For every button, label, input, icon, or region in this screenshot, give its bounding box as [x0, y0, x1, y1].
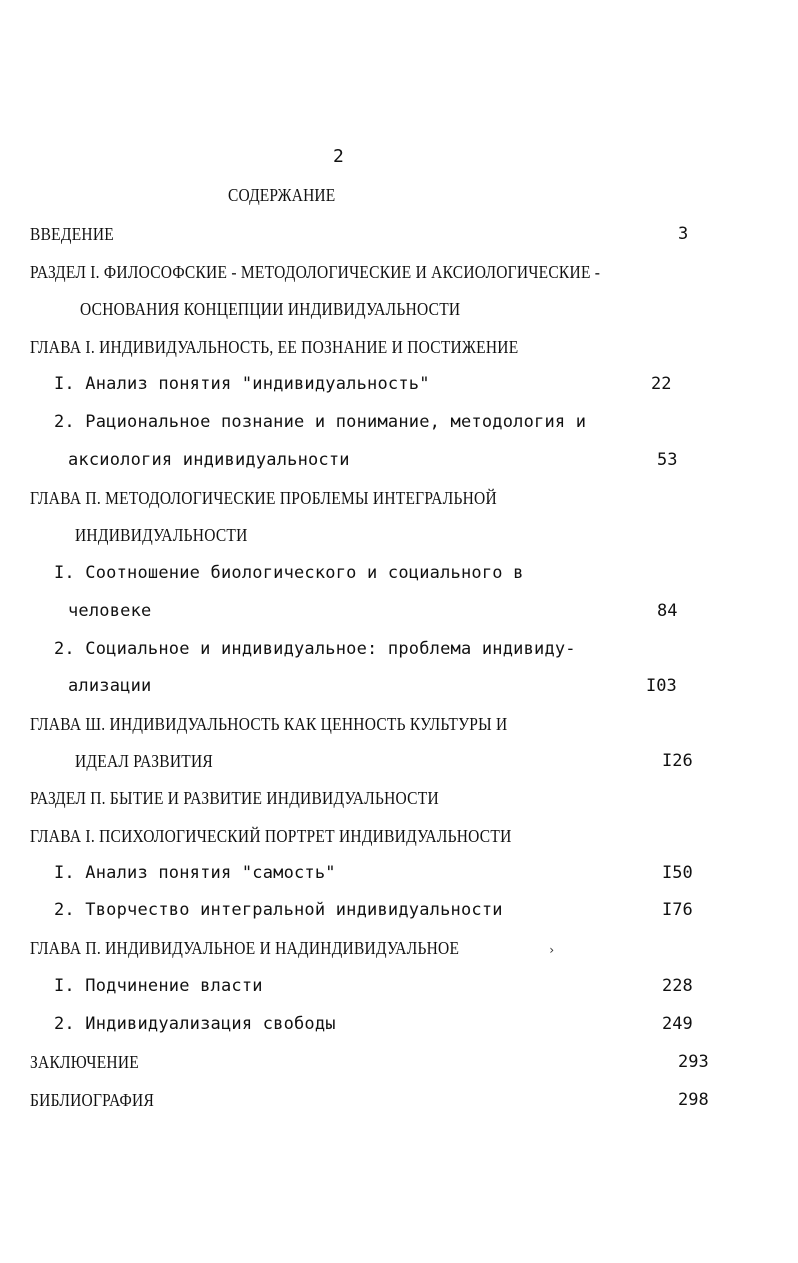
toc-item-2-2-cont: ализации — [68, 676, 152, 696]
toc-s2-page-1-1: I50 — [662, 863, 693, 883]
toc-page-conclusion: 293 — [678, 1052, 709, 1072]
toc-chapter-2: ГЛАВА П. МЕТОДОЛОГИЧЕСКИЕ ПРОБЛЕМЫ ИНТЕГРАЛЬНОЙ — [30, 488, 497, 508]
stray-mark: › — [548, 943, 556, 957]
toc-section-1-cont: ОСНОВАНИЯ КОНЦЕПЦИИ ИНДИВИДУАЛЬНОСТИ — [80, 299, 461, 319]
toc-section-1: РАЗДЕЛ I. ФИЛОСОФСКИЕ - МЕТОДОЛОГИЧЕСКИЕ И АКСИОЛОГИЧЕСКИЕ - — [30, 262, 601, 282]
toc-chapter-3: ГЛАВА Ш. ИНДИВИДУАЛЬНОСТЬ КАК ЦЕННОСТЬ КУЛЬТУРЫ И — [30, 714, 508, 734]
toc-entry-intro: ВВЕДЕНИЕ — [30, 224, 115, 244]
toc-section-2: РАЗДЕЛ П. БЫТИЕ И РАЗВИТИЕ ИНДИВИДУАЛЬНОСТИ — [30, 788, 439, 808]
toc-item-1-2-cont: аксиология индивидуальности — [68, 450, 350, 470]
toc-conclusion: ЗАКЛЮЧЕНИЕ — [30, 1052, 139, 1072]
toc-s2-item-1-1: I. Анализ понятия "самость" — [54, 863, 336, 883]
toc-s2-page-1-2: I76 — [662, 900, 693, 920]
toc-page-3: I26 — [662, 751, 693, 771]
toc-s2-item-1-2: 2. Творчество интегральной индивидуальности — [54, 900, 503, 920]
toc-item-2-2: 2. Социальное и индивидуальное: проблема индивиду- — [54, 639, 576, 659]
toc-s2-chapter-1: ГЛАВА I. ПСИХОЛОГИЧЕСКИЙ ПОРТРЕТ ИНДИВИДУАЛЬНОСТИ — [30, 826, 512, 846]
toc-item-1-1: I. Анализ понятия "индивидуальность" — [54, 374, 430, 394]
toc-chapter-1: ГЛАВА I. ИНДИВИДУАЛЬНОСТЬ, ЕЕ ПОЗНАНИЕ И ПОСТИЖЕНИЕ — [30, 337, 519, 357]
toc-item-1-2: 2. Рациональное познание и понимание, методология и — [54, 412, 587, 432]
toc-item-2-1: I. Соотношение биологического и социального в — [54, 563, 524, 583]
toc-s2-item-2-1: I. Подчинение власти — [54, 976, 263, 996]
toc-page-2-2: I03 — [646, 676, 677, 696]
toc-page-bibliography: 298 — [678, 1090, 709, 1110]
page-number: 2 — [333, 146, 345, 167]
toc-item-2-1-cont: человеке — [68, 601, 152, 621]
toc-page-2-1: 84 — [657, 601, 678, 621]
toc-page-intro: 3 — [678, 224, 689, 244]
toc-s2-item-2-2: 2. Индивидуализация свободы — [54, 1014, 336, 1034]
page-title: СОДЕРЖАНИЕ — [228, 185, 336, 205]
toc-s2-page-2-1: 228 — [662, 976, 693, 996]
toc-s2-page-2-2: 249 — [662, 1014, 693, 1034]
toc-bibliography: БИБЛИОГРАФИЯ — [30, 1090, 155, 1110]
toc-page-1-2: 53 — [657, 450, 678, 470]
toc-page-1-1: 22 — [651, 374, 672, 394]
toc-chapter-2-cont: ИНДИВИДУАЛЬНОСТИ — [75, 525, 248, 545]
toc-chapter-3-cont: ИДЕАЛ РАЗВИТИЯ — [75, 751, 214, 771]
toc-s2-chapter-2: ГЛАВА П. ИНДИВИДУАЛЬНОЕ И НАДИНДИВИДУАЛЬНОЕ — [30, 938, 460, 958]
